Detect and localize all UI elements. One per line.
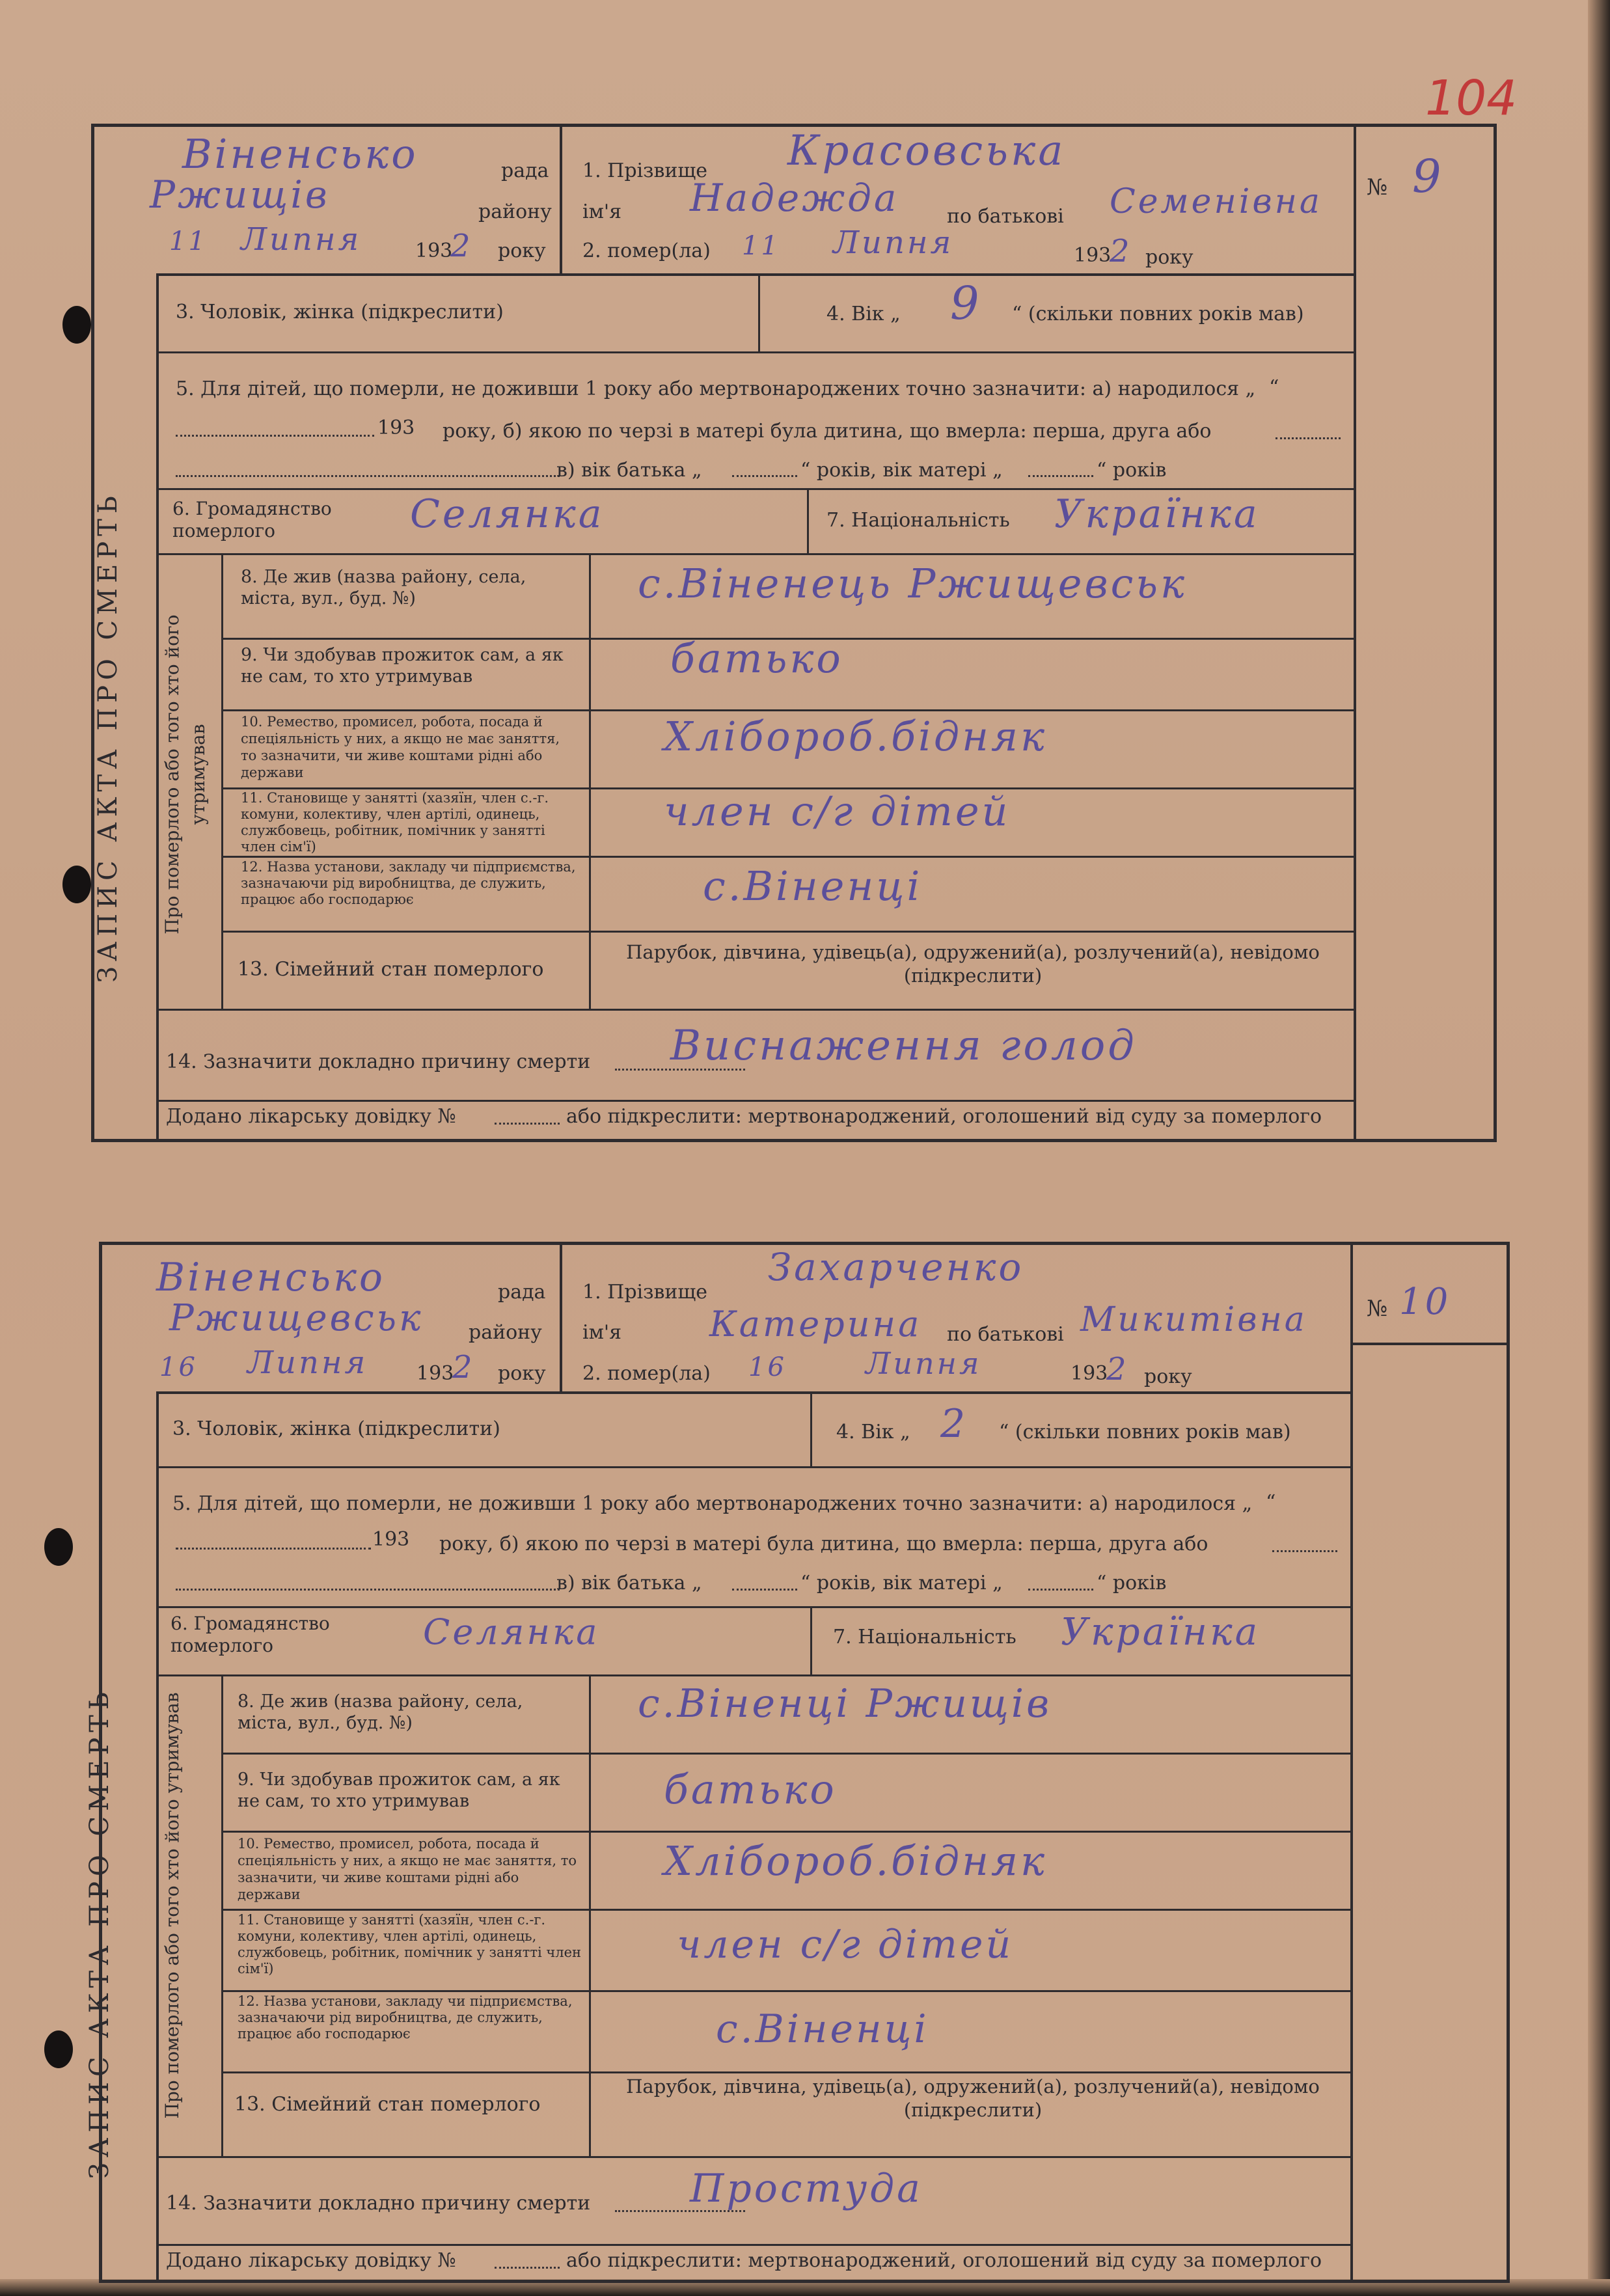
raion-label: району xyxy=(478,200,552,223)
surname-value: Красовська xyxy=(787,127,1066,175)
q14-label: 14. Зазначити докладно причину смерти xyxy=(166,2192,591,2215)
support-value: батько xyxy=(670,635,843,682)
institution-value: с.Віненці xyxy=(703,862,923,910)
children-year: 193 xyxy=(377,417,415,439)
reg-year-digit: 2 xyxy=(450,228,473,264)
rada-label: рада xyxy=(498,1281,546,1304)
footer-label: Додано лікарську довідку № xyxy=(166,2249,456,2272)
nationality-label: 7. Національність xyxy=(826,509,1010,532)
citizenship-label: 6. Громадянство померлого xyxy=(172,498,332,541)
children-line1: 5. Для дітей, що померли, не доживши 1 року або мертвонароджених точно зазначити: а) народилося „ xyxy=(176,377,1256,400)
q13-label: 13. Сімейний стан померлого xyxy=(238,958,544,981)
residence-value: с.Віненці Ржищів xyxy=(638,1681,1052,1727)
children-line2: року, б) якою по черзі в матері була дитина, що вмерла: перша, друга або xyxy=(439,1533,1208,1555)
children-line3c: “ років xyxy=(1097,459,1167,482)
q14-label: 14. Зазначити докладно причину смерти xyxy=(166,1050,591,1073)
side-title: ЗАПИС АКТА ПРО СМЕРТЬ xyxy=(85,1687,115,2179)
name-label: ім'я xyxy=(582,200,622,223)
footer-label: Додано лікарську довідку № xyxy=(166,1105,456,1128)
children-year: 193 xyxy=(372,1528,410,1551)
raion-value: Ржищевськ xyxy=(169,1297,424,1339)
age-value: 9 xyxy=(950,277,982,330)
death-month: Липня xyxy=(833,225,954,261)
children-quote-close: “ xyxy=(1269,376,1279,399)
reg-day: 16 xyxy=(159,1352,198,1382)
death-day: 16 xyxy=(748,1352,787,1382)
nationality-value: Українка xyxy=(1054,491,1260,537)
rada-label: рада xyxy=(501,159,549,182)
patronymic-value: Микитівна xyxy=(1080,1300,1307,1339)
sex-label: 3. Чоловік, жінка (підкреслити) xyxy=(176,301,504,323)
reg-month: Липня xyxy=(241,221,362,258)
occupation-value: Хлібороб.бідняк xyxy=(664,1837,1048,1885)
rada-value: Віненсько xyxy=(182,130,418,178)
q10-label: 10. Ремество, промисел, робота, посада й спеціяльність у них, а якщо не має заняття, то зазначити, чи живе коштами рідні або держави xyxy=(238,1836,577,1902)
death-year-prefix: 193 xyxy=(1074,244,1112,267)
q13-label: 13. Сімейний стан померлого xyxy=(234,2093,541,2116)
reg-year-prefix: 193 xyxy=(415,239,453,262)
raion-value: Ржищів xyxy=(150,172,330,217)
support-value: батько xyxy=(664,1766,837,1813)
reg-roku: року xyxy=(498,239,546,262)
binder-hole xyxy=(62,866,91,903)
death-roku: року xyxy=(1144,1365,1192,1388)
death-year-prefix: 193 xyxy=(1071,1362,1108,1385)
children-line1: 5. Для дітей, що померли, не доживши 1 року або мертвонароджених точно зазначити: а) народилося „ xyxy=(172,1492,1253,1515)
patronymic-value: Семенівна xyxy=(1110,182,1322,221)
status-value: член с/г дітей xyxy=(677,1922,1014,1967)
patronymic-label: по батькові xyxy=(947,205,1064,228)
rada-value: Віненсько xyxy=(156,1255,386,1300)
death-year-digit: 2 xyxy=(1110,233,1132,269)
q8-label: 8. Де жив (назва району, села, міста, вул., буд. №) xyxy=(241,567,526,608)
children-line3b: “ років, вік матері „ xyxy=(800,459,1003,482)
died-label: 2. помер(ла) xyxy=(582,239,711,262)
record-number: 9 xyxy=(1412,150,1444,203)
occupation-value: Хлібороб.бідняк xyxy=(664,713,1048,760)
death-record-1 xyxy=(91,124,1497,1142)
residence-value: с.Віненець Ржищевськ xyxy=(638,560,1188,607)
footer-label-2: або підкреслити: мертвонароджений, оголошений від суду за померлого xyxy=(566,1105,1322,1128)
children-quote-close: “ xyxy=(1266,1491,1276,1514)
children-line3c: “ років xyxy=(1097,1572,1167,1594)
death-day: 11 xyxy=(742,231,780,261)
footer-label-2: або підкреслити: мертвонароджений, оголошений від суду за померлого xyxy=(566,2249,1322,2272)
surname-label: 1. Прізвище xyxy=(582,159,708,182)
reg-year-prefix: 193 xyxy=(416,1362,454,1385)
status-value: член с/г дітей xyxy=(664,787,1011,835)
citizenship-label: 6. Громадянство померлого xyxy=(171,1613,330,1656)
death-year-digit: 2 xyxy=(1106,1351,1129,1387)
sex-label: 3. Чоловік, жінка (підкреслити) xyxy=(172,1417,500,1440)
record-frame xyxy=(91,124,1497,1142)
citizenship-value: Селянка xyxy=(423,1611,600,1652)
nationality-value: Українка xyxy=(1061,1609,1261,1654)
page-number: 104 xyxy=(1425,70,1518,126)
name-value: Надежда xyxy=(690,176,899,220)
name-value: Катерина xyxy=(709,1304,922,1345)
name-label: ім'я xyxy=(582,1321,622,1344)
group-label: Про померлого або того хто його утримував xyxy=(161,614,209,935)
group-label: Про померлого або того хто його утримував xyxy=(161,1692,183,2119)
record-frame xyxy=(99,1242,1510,2283)
q10-label: 10. Ремество, промисел, робота, посада й спеціяльність у них, а якщо не має заняття, то зазначити, чи живе коштами рідні або держави xyxy=(241,714,560,780)
age-prefix: 4. Вік „ xyxy=(826,303,901,325)
age-suffix: “ (скільки повних років мав) xyxy=(1012,303,1304,325)
q9-label: 9. Чи здобував прожиток сам, а як не сам, то хто утримував xyxy=(241,645,564,687)
q12-label: 12. Назва установи, закладу чи підприємства, зазначаючи рід виробництва, де служить, працює або господарює xyxy=(238,1993,573,2042)
number-sign: № xyxy=(1367,1296,1388,1322)
death-cause-value: Простуда xyxy=(690,2166,923,2211)
death-roku: року xyxy=(1145,246,1194,269)
page-edge-right xyxy=(1588,0,1610,2296)
raion-label: району xyxy=(469,1321,542,1344)
citizenship-value: Селянка xyxy=(410,491,605,537)
q11-label: 11. Становище у занятті (хазяїн, член с.-г. комуни, колективу, член артілі, одинець, службовець, робітник, помічник у занятті член сім'ї) xyxy=(241,790,549,854)
death-month: Липня xyxy=(866,1346,982,1381)
age-suffix: “ (скільки повних років мав) xyxy=(999,1421,1291,1443)
death-record-2 xyxy=(85,1242,1497,2283)
q13-options: Парубок, дівчина, удівець(а), одружений(а), розлучений(а), невідомо (підкреслити) xyxy=(626,941,1320,987)
binder-hole xyxy=(44,2030,73,2068)
reg-month: Липня xyxy=(247,1345,368,1381)
reg-year-digit: 2 xyxy=(452,1349,475,1386)
children-line3a: в) вік батька „ xyxy=(556,1572,702,1594)
age-prefix: 4. Вік „ xyxy=(836,1421,910,1443)
reg-day: 11 xyxy=(169,226,208,256)
patronymic-label: по батькові xyxy=(947,1323,1064,1346)
side-title: ЗАПИС АКТА ПРО СМЕРТЬ xyxy=(93,491,123,983)
institution-value: с.Віненці xyxy=(716,2006,929,2052)
surname-label: 1. Прізвище xyxy=(582,1281,708,1304)
q13-options: Парубок, дівчина, удівець(а), одружений(а), розлучений(а), невідомо (підкреслити) xyxy=(626,2075,1320,2121)
died-label: 2. помер(ла) xyxy=(582,1362,711,1385)
record-number: 10 xyxy=(1399,1281,1451,1323)
reg-roku: року xyxy=(498,1362,546,1385)
q9-label: 9. Чи здобував прожиток сам, а як не сам, то хто утримував xyxy=(238,1770,560,1811)
children-line3b: “ років, вік матері „ xyxy=(800,1572,1003,1594)
nationality-label: 7. Національність xyxy=(833,1626,1016,1648)
q12-label: 12. Назва установи, закладу чи підприємства, зазначаючи рід виробництва, де служить, працює або господарює xyxy=(241,859,576,907)
age-value: 2 xyxy=(940,1401,968,1447)
binder-hole xyxy=(62,306,91,344)
children-line3a: в) вік батька „ xyxy=(556,459,702,482)
surname-value: Захарченко xyxy=(768,1245,1024,1289)
children-line2: року, б) якою по черзі в матері була дитина, що вмерла: перша, друга або xyxy=(443,420,1212,443)
q8-label: 8. Де жив (назва району, села, міста, вул., буд. №) xyxy=(238,1691,523,1733)
binder-hole xyxy=(44,1528,73,1566)
death-cause-value: Виснаження голод xyxy=(670,1022,1137,1070)
q11-label: 11. Становище у занятті (хазяїн, член с.-г. комуни, колективу, член артілі, одинець, службовець, робітник, помічник у занятті член сім'ї) xyxy=(238,1912,582,1976)
number-sign: № xyxy=(1367,174,1388,200)
